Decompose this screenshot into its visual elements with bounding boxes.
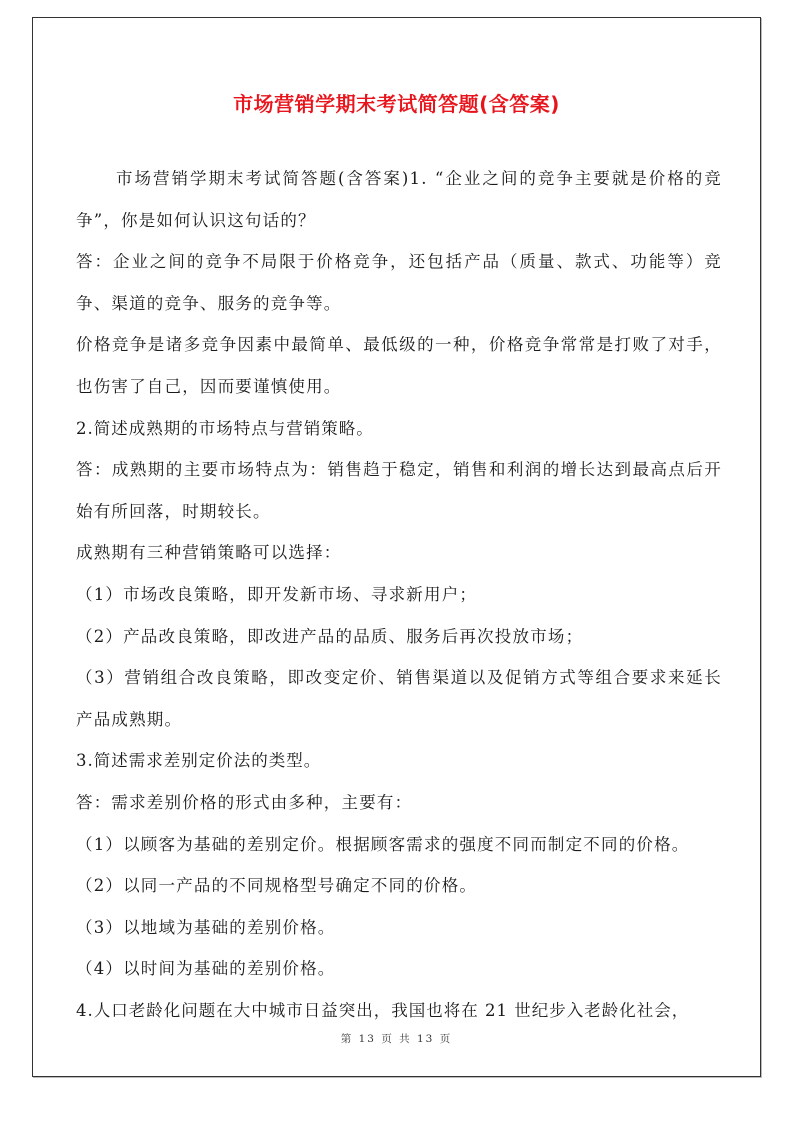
answer-2-item-2: （2）产品改良策略，即改进产品的品质、服务后再次投放市场； — [76, 626, 584, 646]
answer-2-part-1: 答：成熟期的主要市场特点为：销售趋于稳定，销售和利润的增长达到最高点后开始有所回落，时期较长。 — [76, 460, 722, 521]
answer-3-item-4: （4）以时间为基础的差别价格。 — [76, 959, 336, 979]
answer-2-item-3: （3）营销组合改良策略，即改变定价、销售渠道以及促销方式等组合要求来延长产品成熟期。 — [76, 668, 722, 729]
answer-1-part-1: 答：企业之间的竞争不局限于价格竞争，还包括产品（质量、款式、功能等）竞争、渠道的竞争、服务的竞争等。 — [76, 252, 722, 313]
document-title: 市场营销学期末考试简答题(含答案) — [233, 92, 560, 116]
answer-3-intro: 答：需求差别价格的形式由多种，主要有： — [76, 792, 413, 812]
question-4: 4.人口老龄化问题在大中城市日益突出，我国也将在 21 世纪步入老龄化社会， — [76, 1000, 690, 1020]
answer-3-item-1: （1）以顾客为基础的差别定价。根据顾客需求的强度不同而制定不同的价格。 — [76, 834, 690, 854]
answer-2-part-2: 成熟期有三种营销策略可以选择： — [76, 543, 342, 563]
answer-3-item-3: （3）以地域为基础的差别价格。 — [76, 917, 336, 937]
question-2: 2.简述成熟期的市场特点与营销策略。 — [76, 418, 374, 438]
answer-3-item-2: （2）以同一产品的不同规格型号确定不同的价格。 — [76, 876, 478, 896]
answer-1-part-2: 价格竞争是诸多竞争因素中最简单、最低级的一种，价格竞争常常是打败了对手，也伤害了自己，因而要谨慎使用。 — [76, 335, 722, 396]
question-3: 3.简述需求差别定价法的类型。 — [76, 751, 322, 771]
document-body — [76, 158, 722, 1031]
page-number-footer: 第 13 页 共 13 页 — [340, 1033, 453, 1045]
intro-question-1: 市场营销学期末考试简答题(含答案)1. “企业之间的竞争主要就是价格的竞争”，你是如何认识这句话的？ — [76, 169, 722, 230]
answer-2-item-1: （1）市场改良策略，即开发新市场、寻求新用户； — [76, 584, 478, 604]
